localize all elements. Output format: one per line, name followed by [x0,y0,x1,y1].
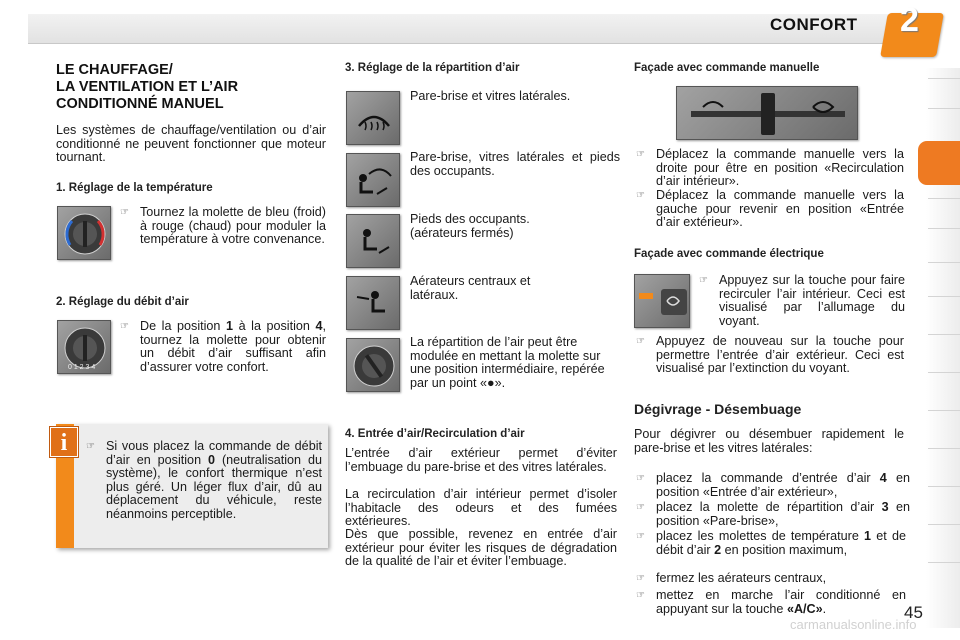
distribution-option-text: Pare-brise et vitres latérales. [410,89,571,103]
manual-panel-heading: Façade avec commande manuelle [634,62,820,74]
defrost-step-text: fermez les aérateurs centraux, [656,571,827,585]
defrost-step [634,472,910,499]
defrost-step-text: placez la molette de répartition d’air [656,500,882,514]
airflow-instruction [118,320,326,374]
section-title-line: LA VENTILATION ET L’AIR [56,79,239,95]
side-tab[interactable] [928,262,960,292]
side-tab[interactable] [928,524,960,554]
windscreen-feet-icon-image [346,153,400,207]
position-number: 1 [226,319,234,333]
electric-panel-image [634,274,690,328]
central-vents-icon-image [346,276,400,330]
position-number: 4 [315,319,323,333]
electric-instruction [697,274,905,328]
airflow-text: à la position [233,319,316,333]
temperature-knob-image [57,206,111,260]
manual-instruction-text: Déplacez la commande manuelle vers la droite pour être en position «Recirculation d’air intérieur». [656,147,904,189]
distribution-note-text: La répartition de l’air peut être modulée en mettant la molette sur une position intermédiaire, repérée par un point «●». [410,335,605,390]
defrost-step-text: mettez en marche l’air conditionné en appuyant sur la touche [656,588,906,616]
airflow-knob-image [57,320,111,374]
airflow-text: De la position [140,319,226,333]
pointing-hand-icon: ☞ [636,473,645,484]
side-tab[interactable] [928,108,960,138]
recirculation-slider-icon [677,87,859,141]
defrost-step-text: . [822,601,827,616]
distribution-heading: 3. Réglage de la répartition d’air [345,62,520,74]
control-number: 2 [714,542,722,557]
pointing-hand-icon: ☞ [636,149,645,160]
face-vent-icon [347,277,401,331]
distribution-option-text: Pieds des occupants. (aérateurs fermés) [410,212,530,240]
chapter-number: 2 [900,1,919,39]
distribution-knob-icon [347,339,401,393]
side-tab[interactable] [928,410,960,440]
distribution-option-text: Pare-brise, vitres latérales et pieds des occupants. [410,150,620,178]
side-tab[interactable] [928,372,960,402]
air-intake-paragraph: L’entrée d’air extérieur permet d’éviter l’embuage du pare-brise et des vitres latérales. [345,446,617,474]
distribution-knob-image [346,338,400,392]
side-tab[interactable] [928,562,960,592]
pointing-hand-icon: ☞ [636,531,645,542]
electric-panel-heading: Façade avec commande électrique [634,248,824,260]
intro-text: Les systèmes de chauffage/ventilation ou d’air conditionné ne peuvent fonctionner que moteur tournant. [56,123,326,165]
position-number: 0 [208,452,216,467]
windscreen-feet-icon [347,154,401,208]
defrost-step-text: en position maximum, [721,542,848,557]
side-tab-active[interactable] [918,141,960,185]
page-number: 45 [904,603,923,622]
pointing-hand-icon: ☞ [699,275,708,286]
windscreen-icon-image [346,91,400,145]
side-tab[interactable] [928,448,960,478]
feet-icon-image [346,214,400,268]
svg-text:0 1 2 3 4: 0 1 2 3 4 [68,364,96,371]
pointing-hand-icon: ☞ [636,190,645,201]
airflow-knob-icon [58,321,112,375]
control-number: 4 [879,471,887,485]
electric-instruction [634,335,904,376]
manual-instruction [634,189,904,230]
windscreen-demist-icon [347,92,401,146]
pointing-hand-icon: ☞ [636,336,645,347]
defrost-heading: Dégivrage - Désembuage [634,401,802,417]
defrost-step [634,530,906,557]
pointing-hand-icon: ☞ [120,321,129,332]
airflow-heading: 2. Réglage du débit d’air [56,296,189,308]
pointing-hand-icon: ☞ [636,573,645,584]
info-icon: i [50,427,78,457]
temperature-instruction [118,206,326,247]
recirculation-button-icon [635,275,691,329]
side-tab[interactable] [928,198,960,228]
page-header-title: CONFORT [770,15,858,34]
pointing-hand-icon: ☞ [120,207,129,218]
airflow-text: , tournez la molette pour obtenir un débit d’air suffisant afin d’assurer votre confort. [140,319,326,374]
ac-button-label: «A/C» [786,601,823,616]
air-intake-heading: 4. Entrée d’air/Recirculation d’air [345,428,525,440]
defrost-step-text: et de débit d’air [656,529,906,557]
watermark: carmanualsonline.info [790,617,917,632]
manual-instruction [634,148,904,189]
defrost-step [634,501,910,528]
control-number: 3 [881,500,889,514]
electric-instruction-text: Appuyez de nouveau sur la touche pour permettre l’entrée d’air extérieur. Ceci est visualisé par l’extinction du voyant. [656,334,904,376]
defrost-step-text: en position «Entrée d’air extérieur», [656,471,910,499]
temperature-knob-icon [58,207,112,261]
defrost-step-text: en position «Pare-brise», [656,500,910,528]
side-tab[interactable] [928,486,960,516]
section-title-line: CONDITIONNÉ MANUEL [56,96,224,112]
side-tab[interactable] [928,228,960,258]
defrost-intro: Pour dégivrer ou désembuer rapidement le pare-brise et les vitres latérales: [634,427,904,455]
distribution-option-text: Aérateurs centraux et latéraux. [410,274,531,302]
section-title [56,62,336,113]
electric-instruction-text: Appuyez sur la touche pour faire recirculer l’air intérieur. Ceci est visualisé par l’allumage du voyant. [719,273,905,328]
manual-instruction-text: Déplacez la commande manuelle vers la gauche pour revenir en position «Entrée d’air extérieur». [656,188,904,230]
pointing-hand-icon: ☞ [636,502,645,513]
temperature-heading: 1. Réglage de la température [56,182,213,194]
control-number: 1 [864,529,872,543]
defrost-step-text: placez la commande d’entrée d’air [656,471,880,485]
defrost-step [634,589,906,616]
defrost-step-text: placez les molettes de température [656,529,865,543]
pointing-hand-icon: ☞ [636,590,645,601]
info-text-part: (neutralisation du système), le confort thermique n’est plus géré. Un léger flux d’air, dû au déplacement du véhicule, reste néanmoins perceptible. [106,452,322,521]
feet-vent-icon [347,215,401,269]
side-tab[interactable] [928,78,960,108]
side-tab[interactable] [928,334,960,364]
pointing-hand-icon: ☞ [86,441,95,452]
info-text-part: Si vous placez la commande de débit d’air en position [106,439,322,467]
section-title-line: LE CHAUFFAGE/ [56,62,173,78]
side-tab[interactable] [928,296,960,326]
air-intake-paragraph: Dès que possible, revenez en entrée d’air extérieur pour éviter les risques de dégradation de la qualité de l’air et éviter l’embuage. [345,527,617,569]
defrost-step [634,572,906,586]
info-text [84,440,322,522]
air-intake-paragraph: La recirculation d’air intérieur permet d’isoler l’habitacle des odeurs et des fumées extérieures. [345,487,617,529]
manual-panel-image [676,86,858,140]
temperature-instruction-text: Tournez la molette de bleu (froid) à rouge (chaud) pour moduler la température à votre convenance. [140,205,326,247]
